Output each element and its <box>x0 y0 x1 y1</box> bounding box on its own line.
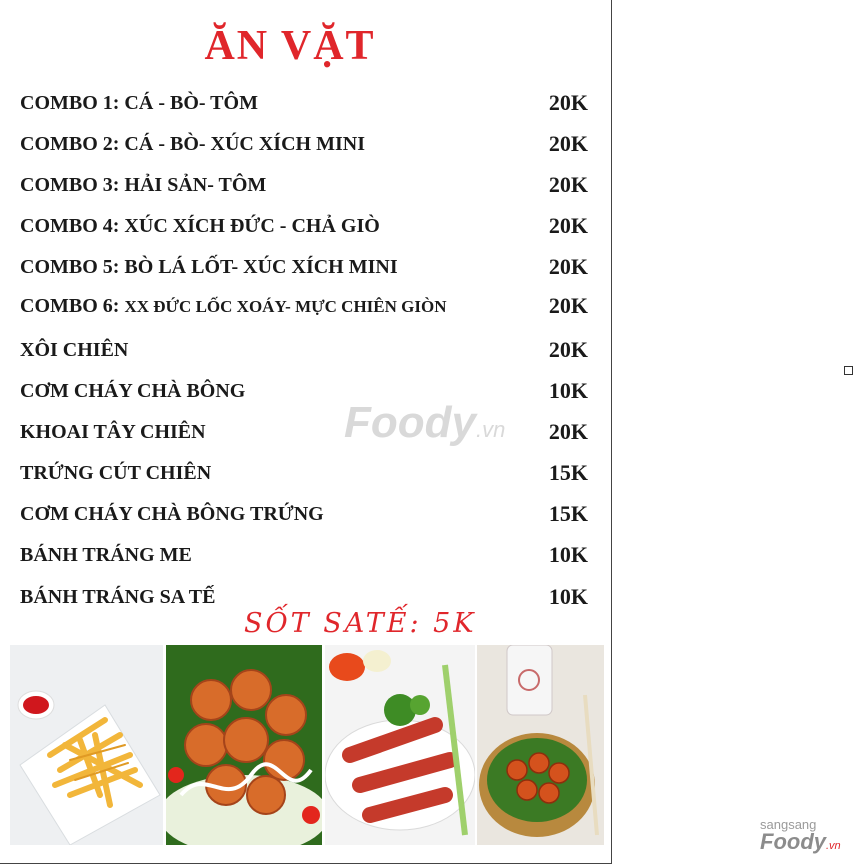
menu-item-price: 20K <box>548 131 588 156</box>
menu-item <box>20 291 590 321</box>
footer-brand-suffix: .vn <box>826 840 841 852</box>
menu-item-name-detail: XX ĐỨC LỐC XOÁY- MỰC CHIÊN GIÒN <box>124 296 447 316</box>
menu-title: ĂN VẶT <box>204 23 376 69</box>
foody-footer-watermark <box>760 818 841 853</box>
french-fries-image <box>10 645 163 845</box>
sausages-image <box>325 645 475 845</box>
menu-item-name: KHOAI TÂY CHIÊN <box>20 420 206 443</box>
menu-item-price: 20K <box>548 213 588 238</box>
menu-item <box>20 211 590 241</box>
menu-item-name: XÔI CHIÊN <box>20 338 129 361</box>
menu-item <box>20 499 590 529</box>
menu-item-name: CƠM CHÁY CHÀ BÔNG <box>20 379 246 402</box>
foody-watermark <box>344 398 505 448</box>
menu-item-price: 20K <box>548 293 588 318</box>
menu-item-name: COMBO 4: XÚC XÍCH ĐỨC - CHẢ GIÒ <box>20 214 380 237</box>
watermark-main: Foody <box>344 398 476 447</box>
menu-item-name: COMBO 5: BÒ LÁ LỐT- XÚC XÍCH MINI <box>20 255 398 278</box>
menu-item-price: 10K <box>548 584 588 609</box>
menu-item <box>20 88 590 118</box>
menu-item-price: 20K <box>548 337 588 362</box>
menu-item-name: COMBO 3: HẢI SẢN- TÔM <box>20 173 267 196</box>
menu-item-name: BÁNH TRÁNG SA TẾ <box>20 585 216 608</box>
menu-item-name: TRỨNG CÚT CHIÊN <box>20 461 212 484</box>
footer-brand: Foody <box>760 829 826 854</box>
menu-item-price: 20K <box>548 254 588 279</box>
menu-item-price: 20K <box>548 172 588 197</box>
menu-item <box>20 170 590 200</box>
menu-item-name <box>20 295 447 318</box>
menu-item <box>20 458 590 488</box>
menu-item <box>20 129 590 159</box>
menu-item-name: BÁNH TRÁNG ME <box>20 543 192 566</box>
corner-handle <box>844 366 853 375</box>
menu-item <box>20 252 590 282</box>
watermark-suffix: .vn <box>475 417 506 442</box>
menu-item-price: 20K <box>548 419 588 444</box>
footer-username: sangsang <box>760 817 817 832</box>
menu-item-price: 15K <box>548 501 588 526</box>
fish-balls-image <box>477 645 604 845</box>
menu-item <box>20 335 590 365</box>
fried-shrimp-balls-image <box>166 645 322 845</box>
menu-item-price: 20K <box>548 90 588 115</box>
sauce-price-note: SỐT SATẾ: 5K <box>244 608 477 639</box>
menu-item-name: COMBO 1: CÁ - BÒ- TÔM <box>20 91 258 114</box>
menu-item-price: 10K <box>548 542 588 567</box>
menu-item-name: CƠM CHÁY CHÀ BÔNG TRỨNG <box>20 502 324 525</box>
menu-item-name: COMBO 2: CÁ - BÒ- XÚC XÍCH MINI <box>20 132 365 155</box>
menu-item-price: 15K <box>548 460 588 485</box>
menu-item <box>20 540 590 570</box>
menu-item-name-prefix: COMBO 6: <box>20 294 125 317</box>
menu-item-price: 10K <box>548 378 588 403</box>
